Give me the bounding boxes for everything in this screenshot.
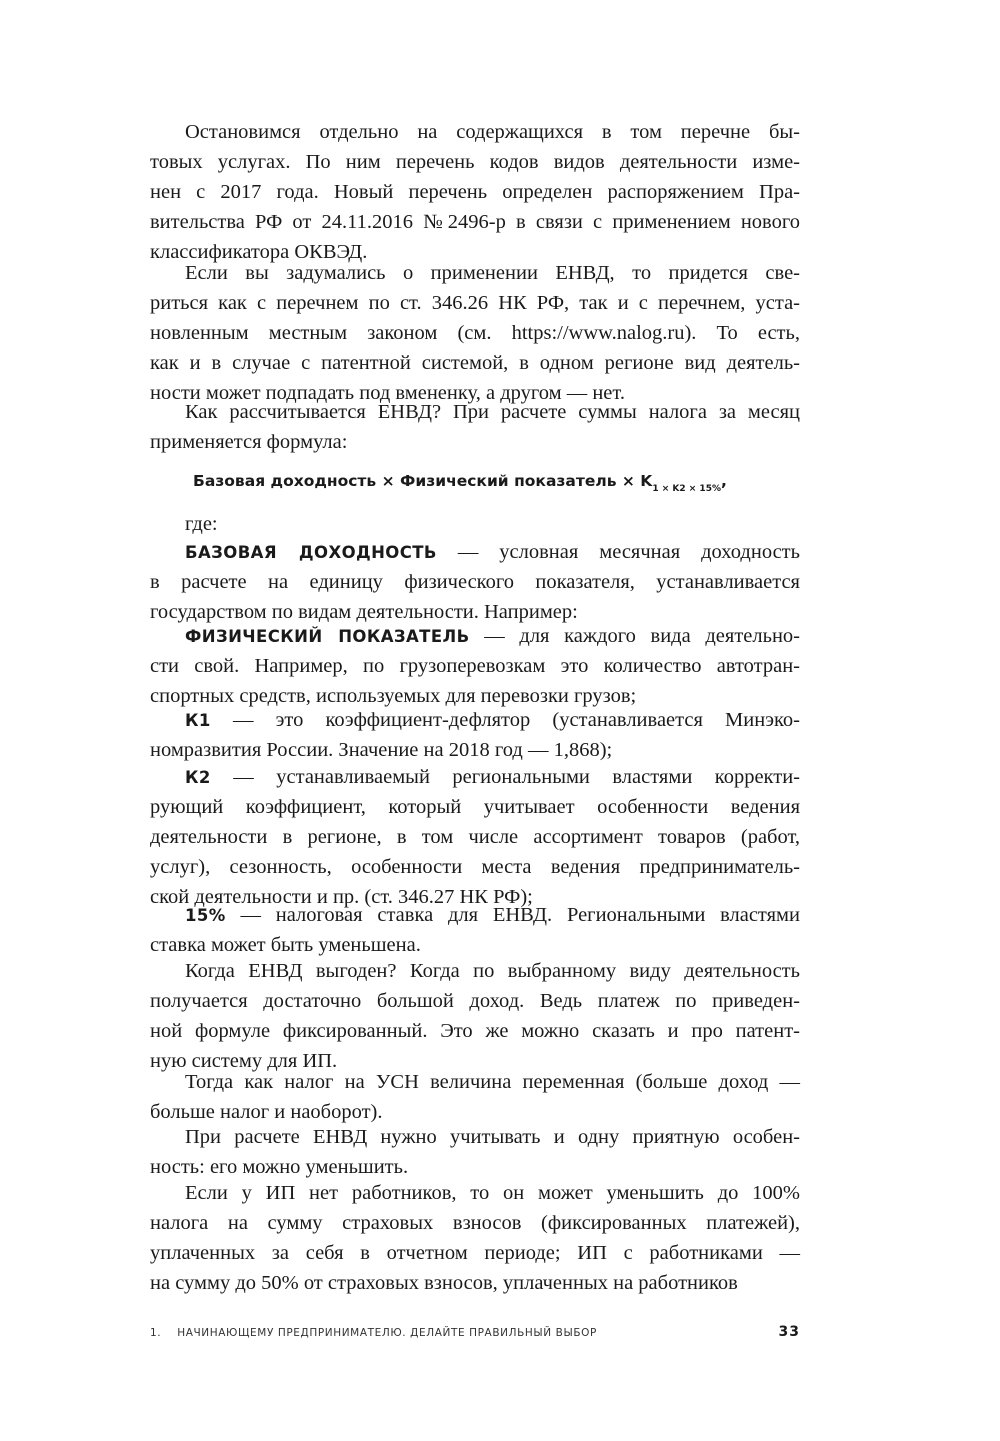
- text-line: Если вы задумались о применении ЕНВД, то придется све-: [185, 262, 800, 284]
- text-line: рующий коэффициент, который учитывает особенности ведения: [150, 796, 800, 818]
- text-line: Остановимся отдельно на содержащихся в том перечне бы-: [185, 121, 800, 143]
- paragraph-2: [150, 258, 800, 408]
- definition-term: БАЗОВАЯ ДОХОДНОСТЬ: [185, 543, 437, 562]
- paragraph-4: [150, 956, 800, 1076]
- text-line: Когда ЕНВД выгоден? Когда по выбранному виду деятельность: [185, 960, 800, 982]
- text-line: ской деятельности и пр. (ст. 346.27 НК РФ);: [150, 886, 533, 908]
- text-line: ставка может быть уменьшена.: [150, 934, 421, 956]
- text-line: уплаченных за себя в отчетном периоде; ИП с работниками —: [150, 1242, 800, 1264]
- text-line: получается достаточно большой доход. Ведь платеж по приведен-: [150, 990, 800, 1012]
- formula-subscript: 1 × K2 × 15%: [652, 484, 721, 494]
- text-line: номразвития России. Значение на 2018 год — 1,868);: [150, 739, 613, 761]
- paragraph-1: [150, 117, 800, 267]
- text-line: ность: его можно уменьшить.: [150, 1156, 409, 1178]
- chapter-title: НАЧИНАЮЩЕМУ ПРЕДПРИНИМАТЕЛЮ. ДЕЛАЙТЕ ПРАВИЛЬНЫЙ ВЫБОР: [177, 1327, 597, 1339]
- definition-rate: [150, 900, 800, 960]
- text-line: [150, 762, 800, 792]
- running-footer-chapter: [150, 1327, 597, 1339]
- text-line: Если у ИП нет работников, то он может уменьшить до 100%: [185, 1182, 800, 1204]
- text-line: государством по видам деятельности. Например:: [150, 601, 578, 623]
- definition-text: — условная месячная доходность: [436, 541, 800, 563]
- text-line: [150, 621, 800, 651]
- text-line: деятельности в регионе, в том числе ассортимент товаров (работ,: [150, 826, 800, 848]
- formula-tail: ,: [720, 472, 727, 490]
- text-line: сти свой. Например, по грузоперевозкам это количество автотран-: [150, 655, 800, 677]
- paragraph-7: [150, 1178, 800, 1298]
- definition-base-yield: [150, 537, 800, 627]
- text-line: налога на сумму страховых взносов (фиксированных платежей),: [150, 1212, 800, 1234]
- definition-term: 15%: [185, 906, 226, 925]
- paragraph-6: [150, 1122, 800, 1182]
- text-line: нен с 2017 года. Новый перечень определен распоряжением Пра-: [150, 181, 800, 203]
- text-line: ности может подпадать под вмененку, а другом — нет.: [150, 382, 625, 404]
- text-line: в расчете на единицу физического показателя, устанавливается: [150, 571, 800, 593]
- paragraph-5: [150, 1067, 800, 1127]
- text-line: где:: [185, 513, 218, 535]
- text-line: больше налог и наоборот).: [150, 1101, 383, 1123]
- text-line: При расчете ЕНВД нужно учитывать и одну приятную особен-: [185, 1126, 800, 1148]
- definition-term: К2: [185, 768, 211, 787]
- paragraph-3: [150, 397, 800, 457]
- text-line: Тогда как налог на УСН величина переменная (больше доход —: [185, 1071, 800, 1093]
- text-line: классификатора ОКВЭД.: [150, 241, 368, 263]
- definition-text: — налоговая ставка для ЕНВД. Региональными властями: [225, 904, 800, 926]
- text-line: товых услугах. По ним перечень кодов видов деятельности изме-: [150, 151, 800, 173]
- text-line: ной формуле фиксированный. Это же можно сказать и про патент-: [150, 1020, 800, 1042]
- text-line: применяется формула:: [150, 431, 348, 453]
- text-line: услуг), сезонность, особенности места ведения предприниматель-: [150, 856, 800, 878]
- formula-text: Базовая доходность × Физический показатель × K: [193, 472, 653, 490]
- text-line: ную систему для ИП.: [150, 1050, 338, 1072]
- definition-physical-indicator: [150, 621, 800, 711]
- formula: [193, 466, 813, 499]
- text-line: [150, 705, 800, 735]
- page-footer: [150, 1324, 800, 1346]
- definition-k1: [150, 705, 800, 765]
- definition-term: К1: [185, 711, 211, 730]
- text-line: Как рассчитывается ЕНВД? При расчете суммы налога за месяц: [185, 401, 800, 423]
- definition-text: — это коэффициент-дефлятор (устанавливается Минэко-: [210, 709, 800, 731]
- chapter-number: 1.: [150, 1327, 162, 1339]
- text-line: на сумму до 50% от страховых взносов, уплаченных на работников: [150, 1272, 738, 1294]
- text-line: [150, 900, 800, 930]
- where-label: [150, 509, 800, 539]
- text-line: как и в случае с патентной системой, в одном регионе вид деятель-: [150, 352, 800, 374]
- text-line: [150, 537, 800, 567]
- definition-text: — для каждого вида деятельно-: [469, 625, 800, 647]
- definition-k2: [150, 762, 800, 912]
- text-line: спортных средств, используемых для перевозки грузов;: [150, 685, 637, 707]
- text-line: новленным местным законом (см. https://www.nalog.ru). То есть,: [150, 322, 800, 344]
- definition-text: — устанавливаемый региональными властями корректи-: [210, 766, 800, 788]
- page-number: 33: [778, 1324, 800, 1340]
- text-line: вительства РФ от 24.11.2016 №2496-р в связи с применением нового: [150, 211, 800, 233]
- text-line: риться как с перечнем по ст. 346.26 НК РФ, так и с перечнем, уста-: [150, 292, 800, 314]
- definition-term: ФИЗИЧЕСКИЙ ПОКАЗАТЕЛЬ: [185, 627, 470, 646]
